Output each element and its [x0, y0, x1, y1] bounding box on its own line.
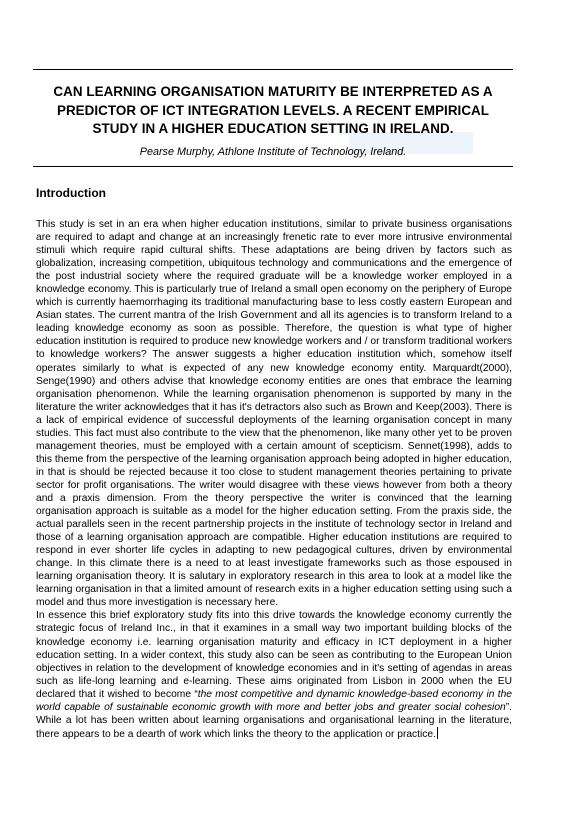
- bottom-rule: [33, 166, 513, 167]
- paragraph-2-end: ”. While a lot has been written about learning organisations and organisational learning in the literature, there appears to be a dearth of work which links the theory to the application or practice.: [36, 701, 512, 740]
- author-byline: Pearse Murphy, Athlone Institute of Technology, Ireland.: [139, 146, 407, 158]
- paragraph-2-text: In essence this brief exploratory study fits into this drive towards the knowledge economy currently the strategic focus of Ireland Inc., in that it examines in a small way two important building blocks of the knowledge economy i.e. learning organisation maturity and efficacy in ICT deployment in a higher education setting. In a wider context, this study also can be seen as contributing to the European Union objectives in relation to the development of knowledge economies and in it's setting of agendas in areas such as life-long learning and e-learning. These aims originated from Lisbon in 2000 when the EU declared that it wished to become “: [36, 610, 512, 700]
- paragraph-2: [36, 609, 512, 740]
- section-heading: Introduction: [36, 186, 106, 200]
- top-rule: [33, 69, 513, 70]
- paper-title: CAN LEARNING ORGANISATION MATURITY BE INTERPRETED AS A PREDICTOR OF ICT INTEGRATION LEVELS. A RECENT EMPIRICAL STUDY IN A HIGHER EDUCATION SETTING IN IRELAND.: [53, 84, 493, 136]
- paragraph-1: This study is set in an era when higher education institutions, similar to private business organisations are required to adapt and change at an increasingly frenetic rate to ever more intrusive environmental stimuli which require rapid cultural shifts. These adaptations are being driven by factors such as globalization, increasing competition, ubiquitous technology and communications and the emergence of the post industrial society where the required graduate will be a knowledge worker employed in a knowledge economy. This is particularly true of Ireland a small open economy on the periphery of Europe which is currently haemorrhaging its traditional manufacturing base to less costly eastern European and Asian states. The current mantra of the Irish Government and all its agencies is to transform Ireland to a leading knowledge economy as soon as possible. Therefore, the question is what type of higher education institution is required to produce new knowledge workers and / or transform traditional workers to knowledge workers? The answer suggests a higher education institution which, somehow itself operates similarly to what is expected of any new knowledge economy entity. Marquardt(2000), Senge(1990) and others advise that knowledge economy entities are ones that embrace the learning organisation phenomenon. While the learning organisation phenomenon is supported by many in the literature the writer acknowledges that it has it's detractors also such as Brown and Keep(2003). There is a lack of empirical evidence of successful deployments of the learning organisation concept in many studies. This fact must also contribute to the view that the phenomenon, like many other yet to be proven management theories, must be employed with a certain amount of scepticism. Sennet(1998), adds to this theme from the perspective of the learning organisation approach being adopted in higher education, in that is should be rejected because it too close to student management theories pertaining to private sector for profit organisations. The writer would disagree with these views however from both a theory and a praxis dimension. From the theory perspective the writer is convinced that the learning organisation approach is suitable as a model for the higher education setting. From the praxis side, the actual parallels seen in the recent partnership projects in the institute of technology sector in Ireland and those of a learning organisation approach are compatible. Higher education institutions are required to respond in ever shorter life cycles in adapting to new pedagogical cultures, driven by environmental change. In this climate there is a need to at least investigate frameworks such as those espoused in learning organisation theory. It is salutary in exploratory research in this area to look at a model like the learning organisation in that a limited amount of research exits in a higher education setting using such a model and thus more investigation is necessary here.: [36, 219, 512, 609]
- body-text: [36, 218, 512, 741]
- text-cursor: [437, 727, 438, 739]
- eu-quote: the most competitive and dynamic knowledge-based economy in the world capable of sustainable economic growth with more and better jobs and greater social cohesion: [36, 688, 512, 713]
